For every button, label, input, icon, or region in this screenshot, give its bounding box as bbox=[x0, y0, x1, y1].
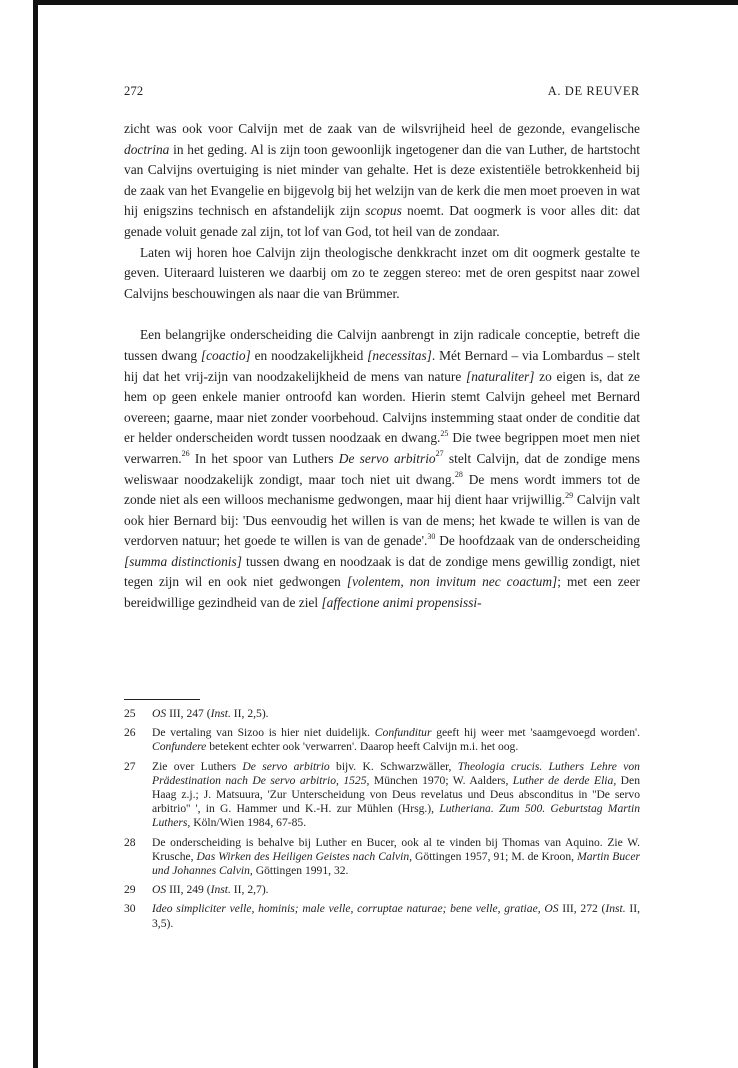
footnote-ref-25: 25 bbox=[440, 428, 449, 438]
footnote-number: 30 bbox=[124, 902, 136, 916]
main-text bbox=[124, 119, 640, 614]
footnote-28: 28 De onderscheiding is behalve bij Luther en Bucer, ook al te vinden bij Thomas van Aquino. Zie W. Krusche, Das Wirken des Heiligen Geistes nach Calvin, Göttingen 1957, 91; M. de Kroon, Martin Bucer und Johannes Calvin, Göttingen 1991, 32. bbox=[124, 835, 640, 878]
footnote-number: 26 bbox=[124, 726, 136, 740]
footnote-27: 27 Zie over Luthers De servo arbitrio bijv. K. Schwarzwäller, Theologia crucis. Luthers Lehre von Prädestination nach De servo arbitrio, 1525, München 1970; W. Aalders, Luther de derde Elia, Den Haag z.j.; J. Matsuura, 'Zur Unterscheidung von Deus revelatus und Deus absconditus in ''De servo arbitrio'' ', in G. Hammer und K.-H. zur Mühlen (Hrsg.), Lutheriana. Zum 500. Geburtstag Martin Luthers, Köln/Wien 1984, 67-85. bbox=[124, 759, 641, 830]
footnote-ref-26: 26 bbox=[181, 449, 190, 459]
footnote-number: 25 bbox=[124, 707, 136, 720]
footnote-divider bbox=[124, 699, 200, 700]
footnote-number: 28 bbox=[124, 835, 136, 849]
footnote-25: 25 OS III, 247 (Inst. II, 2,5). bbox=[124, 707, 269, 720]
footnote-ref-28: 28 bbox=[454, 470, 463, 480]
footnotes bbox=[124, 707, 640, 936]
footnote-ref-30: 30 bbox=[427, 531, 436, 541]
footnote-30: 30 Ideo simpliciter velle, hominis; male velle, corruptae naturae; bene velle, gratiae, OS III, 272 (Inst. II, 3,5). bbox=[124, 902, 640, 930]
page-number: 272 bbox=[124, 84, 144, 98]
running-head-author: A. DE REUVER bbox=[547, 84, 640, 98]
footnote-number: 29 bbox=[124, 883, 136, 897]
running-header bbox=[124, 84, 640, 100]
footnote-ref-29: 29 bbox=[565, 490, 574, 500]
paragraph-2: Laten wij horen hoe Calvijn zijn theologische denkkracht inzet om dit oogmerk gestalte te geven. Uiteraard luisteren we daarbij om zo te zeggen stereo: met de oren gespitst naar zowel Calvijns beschouwingen als naar die van Brümmer. bbox=[124, 244, 640, 301]
footnote-26: 26 De vertaling van Sizoo is hier niet duidelijk. Confunditur geeft hij weer met 'saamgevoegd worden'. Confundere betekent echter ook 'verwarren'. Daarop heeft Calvijn m.i. het oog. bbox=[124, 726, 641, 754]
paragraph-3: Een belangrijke onderscheiding die Calvijn aanbrengt in zijn radicale conceptie, betreft die tussen dwang [coactio] en noodzakelijkheid [necessitas]. Mét Bernard – via Lombardus – stelt hij dat het vrij-zijn van noodzakelijkheid de mens van nature [naturaliter] zo eigen is, dat ze hem op geen enkele manier ontroofd kan worden. Hierin stemt Calvijn geheel met Bernard overeen; gaarne, maar niet zonder voorbehoud. Calvijns instemming staat onder de conditie dat er helder onderscheiden wordt tussen noodzaak en dwang.$^{25}$ Die twee begrippen moet men niet verwarren.$^{26}$ In het spoor van Luthers De servo arbitrio$^{27}$ stelt Calvijn, dat de zondige mens weliswaar noodzakelijk zondigt, maar toch niet uit dwang.$^{28}$ De mens wordt immers tot de zonde niet als een willoos mechanisme gedwongen, maar hij dient haar vrijwillig.$^{29}$ Calvijn valt ook hier Bernard bij: 'Dus eenvoudig het willen is van de mens; het kwade te willen is van de verdorven natuur; het goede te willen is van de genade'.$^{30}$ De hoofdzaak van de onderscheiding [summa distinctionis] tussen dwang en noodzaak is dat de zondige mens gewillig zondigt, niet tegen zijn wil en ook niet gedwongen [volentem, non invitum nec coactum]; met een zeer bereidwillige gezindheid van de ziel [affectione animi propensissi- bbox=[124, 327, 641, 611]
footnote-number: 27 bbox=[124, 759, 136, 773]
paragraph-1: zicht was ook voor Calvijn met de zaak van de wilsvrijheid heel de gezonde, evangelische doctrina in het geding. Al is zijn toon gewoonlijk ingetogener dan die van Luther, de hartstocht van Calvijns overtuiging is niet minder van gehalte. Het is deze existentiële betrokkenheid bij de zaak van het Evangelie en bijgevolg bij het welzijn van de kerk die men moet proeven in wat hij enigszins technisch en afstandelijk zijn scopus noemt. Dat oogmerk is voor alles dit: dat genade voluit genade zal zijn, tot lof van God, tot heil van de zondaar. bbox=[124, 121, 641, 239]
footnote-29: 29 OS III, 249 (Inst. II, 2,7). bbox=[124, 883, 269, 897]
footnote-ref-27: 27 bbox=[435, 449, 444, 459]
